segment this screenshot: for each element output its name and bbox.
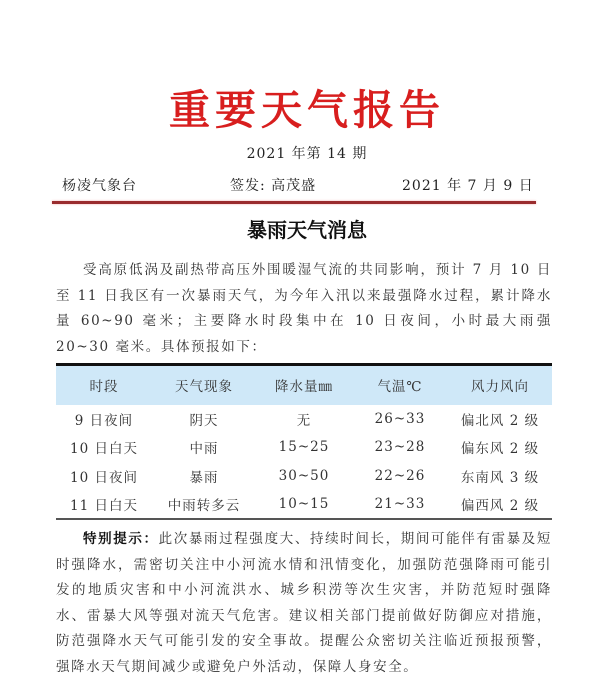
organization: 杨凌气象台 — [62, 178, 137, 194]
cell-weather: 阴天 — [189, 412, 219, 429]
cell-temperature: 21~33 — [352, 490, 448, 519]
cell-weather: 暴雨 — [189, 469, 219, 486]
cell-temperature: 26~33 — [374, 410, 426, 427]
forecast-table — [56, 363, 552, 520]
special-notice-text: 此次暴雨过程强度大、持续时间长，期间可能伴有雷暴及短时强降水，需密切关注中小河流水情和汛情变化，加强防范强降雨可能引发的地质灾害和中小河流洪水、城乡积涝等次生灾害，并防范短时强降水、雷暴大风等强对流天气危害。建议相关部门提前做好防御应对措施，防范强降水天气可能引发的安全事故。提醒公众密切关注临近预报预警，强降水天气期间减少或避免户外活动，保障人身安全。 — [56, 531, 552, 675]
table-row — [56, 433, 552, 462]
meta-row — [62, 175, 542, 197]
table-row — [56, 405, 552, 434]
cell-wind: 东南风 3 级 — [460, 469, 540, 486]
issue-date: 2021 年 7 月 9 日 — [402, 178, 534, 194]
special-notice-paragraph — [56, 527, 552, 678]
table-header-row — [56, 365, 552, 405]
cell-temperature: 23~28 — [374, 439, 426, 456]
cell-precipitation: 无 — [296, 412, 312, 429]
red-divider — [52, 201, 536, 204]
report-title: 重要天气报告 — [169, 86, 445, 134]
signer: 签发: 高茂盛 — [230, 178, 317, 194]
header-precipitation: 降水量㎜ — [256, 365, 352, 405]
cell-wind: 偏北风 2 级 — [460, 412, 540, 429]
cell-precipitation: 15~25 — [278, 439, 330, 456]
cell-precipitation: 30~50 — [278, 467, 330, 484]
cell-period: 11 日白天 — [56, 490, 152, 519]
header-wind: 风力风向 — [448, 365, 552, 405]
cell-wind: 偏东风 2 级 — [460, 441, 540, 458]
table-row — [56, 490, 552, 519]
header-period: 时段 — [56, 365, 152, 405]
table-row — [56, 462, 552, 491]
header-temperature: 气温℃ — [352, 365, 448, 405]
cell-temperature: 22~26 — [374, 467, 426, 484]
header-weather: 天气现象 — [152, 365, 256, 405]
intro-paragraph: 受高原低涡及副热带高压外围暖湿气流的共同影响，预计 7 月 10 日至 11 日我区有一次暴雨天气，为今年入汛以来最强降水过程，累计降水量 60~90 毫米；主要降水时段集中在 10 日夜间，小时最大雨强 20~30 毫米。具体预报如下： — [56, 262, 552, 355]
section-title: 暴雨天气消息 — [247, 218, 367, 242]
cell-wind: 偏西风 2 级 — [448, 490, 552, 519]
cell-weather: 中雨转多云 — [152, 490, 256, 519]
special-notice-label: 特别提示： — [83, 531, 159, 547]
cell-weather: 中雨 — [189, 441, 219, 458]
cell-period: 9 日夜间 — [74, 412, 134, 429]
issue-number: 2021 年第 14 期 — [246, 146, 368, 162]
cell-period: 10 日夜间 — [70, 469, 138, 486]
cell-period: 10 日白天 — [70, 441, 138, 458]
cell-precipitation: 10~15 — [256, 490, 352, 519]
